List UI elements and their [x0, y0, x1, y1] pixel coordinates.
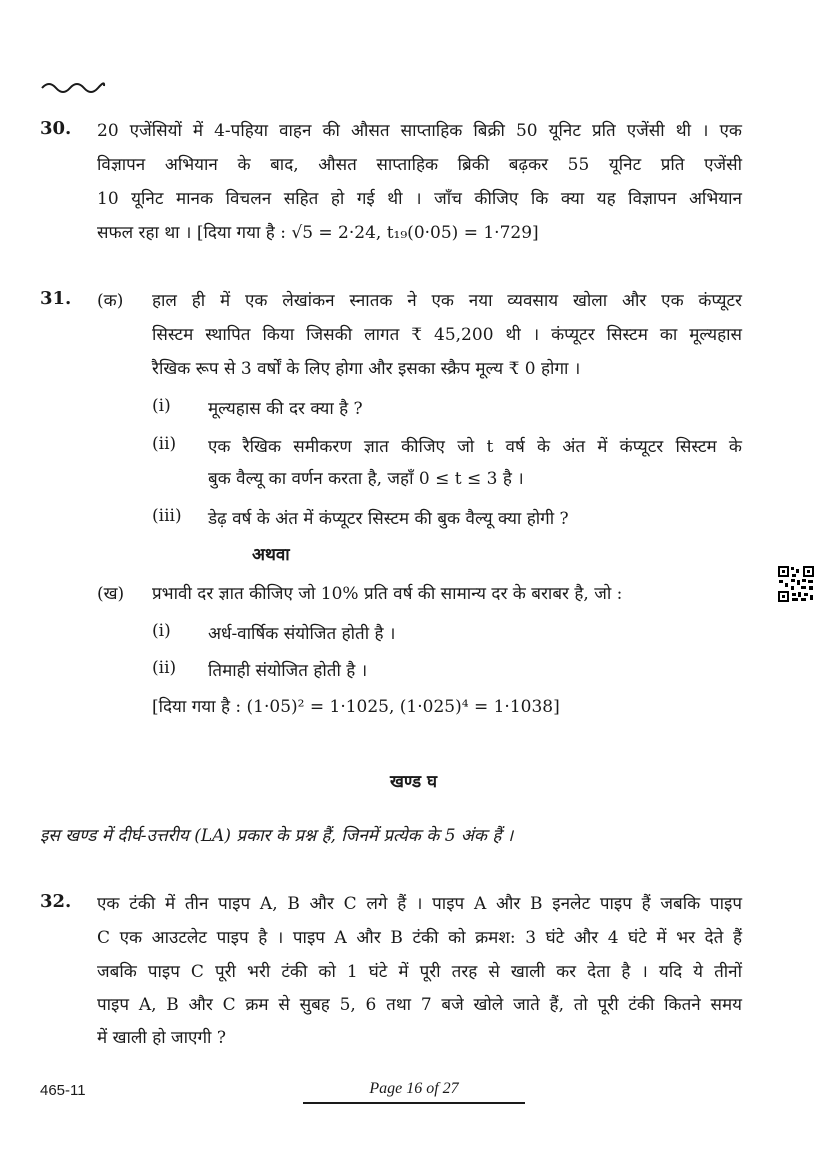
- q31b-sub-i-label: (i): [152, 621, 171, 641]
- question-number-32: 32.: [40, 891, 72, 912]
- question-number-31: 31.: [40, 288, 72, 309]
- q31a-sub-i-label: (i): [152, 396, 171, 416]
- q31-part-a-label: (क): [97, 291, 124, 311]
- section-title: खण्ड घ: [389, 772, 438, 792]
- q31b-sub-i-text: अर्ध-वार्षिक संयोजित होती है ।: [208, 624, 396, 644]
- q31b-sub-ii-text: तिमाही संयोजित होती है ।: [208, 661, 368, 681]
- q31a-line-2: सिस्टम स्थापित किया जिसकी लागत ₹ 45,200 थी । कंप्यूटर सिस्टम का मूल्यहास: [152, 325, 742, 345]
- q31a-sub-iii-label: (iii): [152, 506, 182, 526]
- q31a-sub-ii-label: (ii): [152, 434, 177, 454]
- q31-part-b-label: (ख): [97, 584, 125, 604]
- q32-line-4: पाइप A, B और C क्रम से सुबह 5, 6 तथा 7 बजे खोले जाते हैं, तो पूरी टंकी कितने समय: [97, 995, 742, 1015]
- qr-code-icon: [777, 565, 815, 603]
- q31b-line-1: प्रभावी दर ज्ञात कीजिए जो 10% प्रति वर्ष की सामान्य दर के बराबर है, जो :: [152, 584, 623, 604]
- q31a-line-1: हाल ही में एक लेखांकन स्नातक ने एक नया व्यवसाय खोला और एक कंप्यूटर: [152, 291, 742, 311]
- wavy-mark-icon: [40, 78, 106, 94]
- q31a-sub-iii-text: डेढ़ वर्ष के अंत में कंप्यूटर सिस्टम की बुक वैल्यू क्या होगी ?: [208, 509, 569, 529]
- q30-line-2: विज्ञापन अभियान के बाद, औसत साप्ताहिक ब्रिकी बढ़कर 55 यूनिट प्रति एजेंसी: [97, 155, 742, 175]
- q30-line-1: 20 एजेंसियों में 4-पहिया वाहन की औसत साप्ताहिक बिक्री 50 यूनिट प्रति एजेंसी थी । एक: [97, 121, 742, 141]
- q31a-sub-ii-line-1: एक रैखिक समीकरण ज्ञात कीजिए जो t वर्ष के अंत में कंप्यूटर सिस्टम के: [208, 437, 742, 457]
- q31a-line-3: रैखिक रूप से 3 वर्षों के लिए होगा और इसका स्क्रैप मूल्य ₹ 0 होगा ।: [152, 359, 581, 379]
- q32-line-3: जबकि पाइप C पूरी भरी टंकी को 1 घंटे में पूरी तरह से खाली कर देता है । यदि ये तीनों: [97, 962, 742, 982]
- page-number: Page 16 of 27: [369, 1080, 459, 1097]
- section-instruction: इस खण्ड में दीर्घ-उत्तरीय (LA) प्रकार के प्रश्न हैं, जिनमें प्रत्येक के 5 अंक हैं ।: [40, 826, 514, 846]
- q31b-given-data: [दिया गया है : (1·05)² = 1·1025, (1·025)⁴ = 1·1038]: [152, 697, 560, 717]
- or-divider-label: अथवा: [252, 545, 290, 565]
- q32-line-1: एक टंकी में तीन पाइप A, B और C लगे हैं । पाइप A और B इनलेट पाइप हैं जबकि पाइप: [97, 894, 742, 914]
- footer-rule: [303, 1102, 525, 1104]
- q31b-sub-ii-label: (ii): [152, 658, 177, 678]
- q32-line-5: में खाली हो जाएगी ?: [97, 1028, 226, 1048]
- q30-line-4: सफल रहा था । [दिया गया है : √5 = 2·24, t₁₉(0·05) = 1·729]: [97, 223, 539, 243]
- question-number-30: 30.: [40, 118, 72, 139]
- q30-line-3: 10 यूनिट मानक विचलन सहित हो गई थी । जाँच कीजिए कि क्या यह विज्ञापन अभियान: [97, 189, 742, 209]
- paper-code: 465-11: [40, 1082, 86, 1099]
- q31a-sub-ii-line-2: बुक वैल्यू का वर्णन करता है, जहाँ 0 ≤ t ≤ 3 है ।: [208, 469, 524, 489]
- q31a-sub-i-text: मूल्यहास की दर क्या है ?: [208, 399, 363, 419]
- q32-line-2: C एक आउटलेट पाइप है । पाइप A और B टंकी को क्रमश: 3 घंटे और 4 घंटे में भर देते हैं: [97, 928, 742, 948]
